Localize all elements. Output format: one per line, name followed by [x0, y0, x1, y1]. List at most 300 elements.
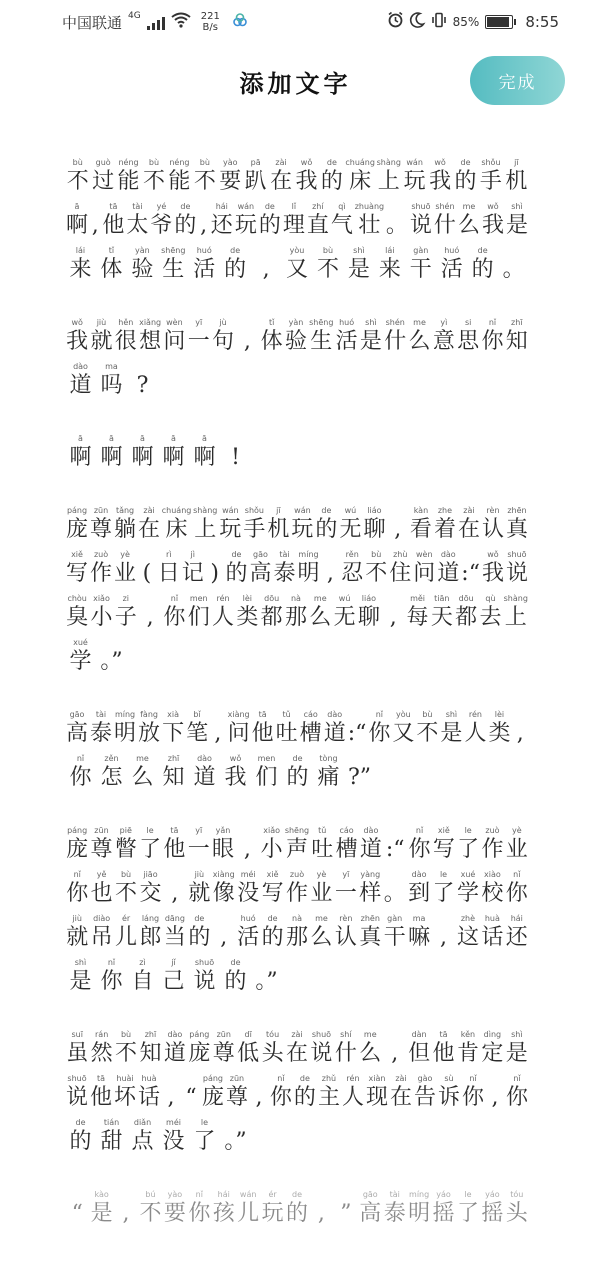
pinyin: xiào: [484, 870, 501, 879]
pinyin: tǐ: [108, 246, 115, 255]
pinyin: de: [326, 158, 337, 167]
hanzi: 孩: [212, 1201, 235, 1226]
pinyin: jǐ: [171, 958, 176, 967]
hanzi: 住: [389, 561, 412, 586]
text-line: [66, 958, 530, 996]
hanzi: 。: [383, 881, 406, 906]
ruby-character: [360, 826, 382, 864]
pinyin: dào: [327, 710, 343, 719]
hanzi: 你: [163, 605, 186, 630]
hanzi: 上: [377, 169, 400, 194]
pinyin: me: [313, 594, 327, 603]
hanzi: 啊: [66, 213, 89, 238]
hanzi: 啊: [100, 445, 123, 470]
ruby-character: [440, 710, 462, 748]
pinyin: de: [477, 246, 488, 255]
ruby-character: [221, 1118, 250, 1156]
pinyin: wú: [344, 506, 357, 515]
pinyin: wán: [237, 202, 255, 211]
ruby-character: [413, 550, 435, 588]
hanzi: 泰: [90, 721, 113, 746]
ruby-character: [91, 158, 114, 196]
pinyin: wǒ: [434, 158, 446, 167]
hanzi: 你: [269, 1085, 292, 1110]
ruby-character: [261, 826, 283, 864]
ruby-character: [226, 1074, 248, 1112]
pinyin: láng: [141, 914, 160, 923]
pinyin: diǎn: [133, 1118, 152, 1127]
pinyin: tā: [439, 1030, 448, 1039]
ruby-character: [138, 710, 160, 748]
text-line: [66, 362, 530, 400]
ruby-character: [66, 1118, 95, 1156]
ruby-character: [97, 434, 126, 472]
hanzi: 泰: [273, 561, 296, 586]
pinyin: méi: [240, 870, 256, 879]
ruby-character: [499, 246, 528, 284]
hanzi: 儿: [115, 925, 138, 950]
ruby-character: [90, 318, 112, 356]
pinyin: zūn: [216, 1030, 231, 1039]
pinyin: hái: [215, 202, 228, 211]
hanzi: ,: [171, 881, 179, 906]
ruby-character: [190, 958, 219, 996]
pinyin: nǐ: [488, 318, 497, 327]
ruby-character: [90, 1074, 112, 1112]
pinyin: wú: [338, 594, 351, 603]
hanzi: 玩: [261, 1201, 284, 1226]
ruby-character: [383, 914, 405, 952]
hanzi: 庞: [188, 1041, 211, 1066]
pinyin: pā: [250, 158, 261, 167]
pinyin: tiān: [434, 594, 450, 603]
hanzi: 是: [505, 1041, 528, 1066]
hanzi: 聊: [357, 605, 380, 630]
hanzi: 高: [66, 721, 89, 746]
hanzi: 的: [454, 169, 477, 194]
pinyin: shì: [511, 202, 523, 211]
ruby-character: [138, 1074, 160, 1112]
hanzi: 主: [317, 1085, 340, 1110]
ruby-character: [202, 1074, 224, 1112]
text-line: [66, 1118, 530, 1156]
hanzi: 么: [359, 1041, 382, 1066]
hanzi: 吐: [275, 721, 298, 746]
pinyin: jī: [514, 158, 519, 167]
pinyin: rěn: [345, 550, 359, 559]
ruby-character: [244, 158, 267, 196]
pinyin: yàn: [134, 246, 150, 255]
ruby-character: [188, 318, 210, 356]
hanzi: 啊: [162, 445, 185, 470]
ruby-character: [461, 550, 480, 588]
hanzi: 作: [286, 881, 309, 906]
ruby-character: [309, 594, 331, 632]
pinyin: yàng: [360, 870, 381, 879]
hanzi: 们: [255, 765, 278, 790]
hanzi: 道: [437, 561, 460, 586]
ruby-character: [457, 870, 479, 908]
hanzi: 天: [430, 605, 453, 630]
ruby-character: [213, 1030, 235, 1068]
pinyin: yáo: [436, 1190, 451, 1199]
ruby-character: [386, 202, 408, 240]
hanzi: 趴: [244, 169, 267, 194]
ruby-character: [261, 870, 283, 908]
pinyin: tòng: [319, 754, 338, 763]
speed-unit: B/s: [202, 22, 218, 33]
pinyin: tài: [132, 202, 143, 211]
ruby-character: [283, 202, 305, 240]
ruby-character: [286, 1190, 308, 1228]
hanzi: 忍: [341, 561, 364, 586]
pinyin: shì: [445, 710, 458, 719]
ruby-character: [188, 914, 210, 952]
hanzi: 不: [115, 1041, 138, 1066]
ruby-character: [307, 202, 329, 240]
pinyin: huài: [116, 1074, 134, 1083]
pinyin: ma: [412, 914, 426, 923]
hanzi: 啊: [131, 445, 154, 470]
pinyin: xiàn: [368, 1074, 386, 1083]
paragraph: [66, 710, 530, 792]
hanzi: ,: [214, 721, 222, 746]
ruby-character: [368, 710, 390, 748]
alarm-icon: [387, 11, 404, 32]
pinyin: zhēn: [360, 914, 380, 923]
hanzi: 问: [163, 329, 186, 354]
pinyin: de: [292, 1190, 302, 1199]
ruby-character: [66, 826, 88, 864]
pinyin: yòu: [396, 710, 411, 719]
ruby-character: [335, 914, 357, 952]
pinyin: yào: [222, 158, 238, 167]
hanzi: 人: [212, 605, 235, 630]
hanzi: 道: [193, 765, 216, 790]
pinyin: jiāo: [143, 870, 158, 879]
ruby-character: [486, 1074, 504, 1112]
ruby-character: [163, 594, 185, 632]
pinyin: wán: [239, 1190, 257, 1199]
ruby-character: [410, 202, 432, 240]
ruby-character: [162, 1074, 180, 1112]
hanzi: 还: [210, 213, 233, 238]
pinyin: de: [231, 550, 242, 559]
hanzi: 验: [284, 329, 307, 354]
pinyin: nǐ: [195, 1190, 203, 1199]
carrier-label: 中国联通: [62, 13, 123, 32]
text-line: [66, 506, 530, 544]
ruby-character: [310, 914, 332, 952]
pinyin: lái: [75, 246, 86, 255]
pinyin: huó: [339, 318, 355, 327]
ruby-character: [406, 594, 428, 632]
hanzi: 玩: [291, 517, 314, 542]
ruby-character: [363, 506, 385, 544]
ruby-character: [314, 246, 343, 284]
pinyin: zài: [395, 1074, 407, 1083]
hanzi: 明: [297, 561, 320, 586]
ruby-character: [90, 506, 112, 544]
ruby-character: [139, 318, 161, 356]
ruby-character: [193, 506, 217, 544]
pinyin: de: [292, 754, 303, 763]
ruby-character: [139, 1190, 161, 1228]
ruby-character: [506, 1074, 528, 1112]
hanzi: 嘛: [408, 925, 431, 950]
ruby-character: [237, 1030, 259, 1068]
ruby-character: [384, 318, 406, 356]
pinyin: le: [464, 826, 472, 835]
ruby-character: [359, 1190, 381, 1228]
ruby-character: [359, 870, 381, 908]
pinyin: dào: [73, 362, 88, 371]
hanzi: 无: [333, 605, 356, 630]
hanzi: ,: [394, 517, 402, 542]
ruby-character: [506, 914, 528, 952]
ruby-character: [138, 506, 160, 544]
hanzi: 写: [66, 561, 89, 586]
ruby-character: [249, 550, 271, 588]
pinyin: huó: [444, 246, 460, 255]
ruby-character: [437, 550, 459, 588]
pinyin: tā: [97, 1074, 106, 1083]
paragraph: [66, 158, 530, 284]
hanzi: ,: [146, 605, 154, 630]
hanzi: 床: [165, 517, 188, 542]
pinyin: piē: [119, 826, 132, 835]
hanzi: 是: [505, 213, 528, 238]
pinyin: yé: [156, 202, 167, 211]
pinyin: shēng: [309, 318, 334, 327]
pinyin: zūn: [229, 1074, 245, 1083]
pinyin: shì: [74, 958, 87, 967]
pinyin: xiě: [266, 870, 279, 879]
pinyin: zuò: [93, 550, 109, 559]
pinyin: de: [264, 202, 275, 211]
ruby-character: [344, 246, 373, 284]
hanzi: 都: [455, 605, 478, 630]
hanzi: 看: [409, 517, 432, 542]
network-type: 4G: [128, 11, 141, 21]
hanzi: 己: [162, 969, 185, 994]
hanzi: 就: [188, 881, 211, 906]
text-line: [66, 158, 530, 196]
ruby-character: [286, 914, 308, 952]
pinyin: rán: [95, 1030, 109, 1039]
wifi-icon: [171, 12, 191, 32]
pinyin: cáo: [339, 826, 354, 835]
hanzi: 不: [66, 169, 89, 194]
pinyin: zhè: [460, 914, 476, 923]
pinyin: gàn: [413, 246, 429, 255]
page-title: 添加文字: [239, 69, 352, 98]
pinyin: jiù: [96, 318, 107, 327]
ruby-character: [482, 202, 504, 240]
hanzi: ): [210, 561, 219, 586]
hanzi: 什: [384, 329, 407, 354]
hanzi: 类: [488, 721, 511, 746]
pinyin: ā: [74, 202, 80, 211]
text-line: [66, 826, 530, 864]
hanzi: 写: [432, 837, 455, 862]
hanzi: 的: [315, 517, 338, 542]
vibrate-icon: [431, 12, 447, 32]
ruby-character: [434, 506, 456, 544]
pinyin: me: [363, 1030, 377, 1039]
hanzi: 人: [341, 1085, 364, 1110]
ruby-character: [408, 914, 430, 952]
hanzi: 什: [334, 1041, 357, 1066]
pinyin: shí: [340, 1030, 352, 1039]
pinyin: zhī: [511, 318, 523, 327]
hanzi: 不: [416, 721, 439, 746]
ruby-character: [90, 550, 112, 588]
ruby-character: [168, 158, 191, 196]
pinyin: zěn: [104, 754, 119, 763]
hanzi: 瞥: [114, 837, 137, 862]
pinyin: jù: [219, 318, 227, 327]
hanzi: 我: [224, 765, 247, 790]
hanzi: 高: [249, 561, 272, 586]
pinyin: zuò: [289, 870, 305, 879]
pinyin: xiàng: [227, 710, 250, 719]
pinyin: dào: [363, 826, 379, 835]
ruby-character: [115, 914, 137, 952]
ruby-character: [115, 870, 137, 908]
hanzi: 上: [504, 605, 527, 630]
hanzi: 了: [139, 837, 162, 862]
hanzi: ,: [391, 1041, 399, 1066]
ruby-character: [481, 318, 503, 356]
ruby-character: [164, 1190, 186, 1228]
hanzi: 写: [261, 881, 284, 906]
ruby-character: [432, 1190, 454, 1228]
ruby-character: [428, 158, 451, 196]
ruby-character: [457, 318, 479, 356]
ruby-character: [458, 202, 480, 240]
hanzi: ,: [262, 257, 270, 282]
text-content-area[interactable]: [66, 158, 530, 1226]
hanzi: 爷: [150, 213, 173, 238]
pinyin: zhù: [393, 550, 408, 559]
signal-icon: [147, 14, 165, 30]
pinyin: tián: [103, 1118, 120, 1127]
hanzi: 在: [457, 517, 480, 542]
hanzi: 我: [66, 329, 89, 354]
ruby-character: [479, 594, 501, 632]
pinyin: me: [413, 318, 426, 327]
ruby-character: [458, 506, 480, 544]
pinyin: gāo: [69, 710, 85, 719]
hanzi: 们: [187, 605, 210, 630]
ruby-character: [310, 1190, 332, 1228]
pinyin: zhī: [167, 754, 180, 763]
ruby-character: [335, 826, 357, 864]
pinyin: páng: [189, 1030, 210, 1039]
pinyin: chuáng: [161, 506, 192, 515]
hanzi: 是: [359, 329, 382, 354]
pinyin: gāo: [362, 1190, 378, 1199]
hanzi: 机: [267, 517, 290, 542]
hanzi: 问: [227, 721, 250, 746]
hanzi: 没: [237, 881, 260, 906]
pinyin: rèn: [339, 914, 353, 923]
pinyin: dào: [167, 1030, 183, 1039]
hanzi: 上: [194, 517, 217, 542]
pinyin: zì: [139, 958, 146, 967]
pinyin: méi: [166, 1118, 181, 1127]
pinyin: jì: [190, 550, 195, 559]
paragraph: [66, 506, 530, 676]
hanzi: 庞: [201, 1085, 224, 1110]
ruby-character: [355, 202, 384, 240]
ruby-character: [219, 506, 241, 544]
ruby-character: [506, 550, 528, 588]
hanzi: 就: [90, 329, 113, 354]
ruby-character: [504, 594, 528, 632]
ruby-character: [221, 246, 250, 284]
ruby-character: [311, 826, 333, 864]
ruby-character: [128, 434, 157, 472]
hanzi: 儿: [237, 1201, 260, 1226]
ruby-character: [324, 710, 346, 748]
hanzi: 业: [505, 837, 528, 862]
hanzi: 的: [174, 213, 197, 238]
done-button[interactable]: 完成: [470, 56, 565, 105]
pinyin: men: [257, 754, 276, 763]
ruby-character: [66, 710, 88, 748]
hanzi: 说: [505, 561, 528, 586]
ruby-character: [481, 914, 503, 952]
ruby-character: [358, 594, 380, 632]
hanzi: 没: [162, 1129, 185, 1154]
pinyin: le: [146, 826, 154, 835]
pinyin: shén: [385, 318, 405, 327]
hanzi: 玩: [234, 213, 257, 238]
pinyin: dìng: [483, 1030, 502, 1039]
hanzi: 泰: [383, 1201, 406, 1226]
hanzi: 么: [457, 213, 480, 238]
ruby-character: [252, 754, 281, 792]
hanzi: ,: [243, 329, 251, 354]
ruby-character: [190, 754, 219, 792]
hanzi: 一: [334, 881, 357, 906]
ruby-character: [236, 594, 258, 632]
hanzi: 他: [90, 1085, 113, 1110]
ruby-character: [243, 506, 265, 544]
pinyin: nǐ: [277, 1074, 285, 1083]
hanzi: 学: [69, 649, 92, 674]
ruby-character: [90, 710, 112, 748]
hanzi: 不: [142, 169, 165, 194]
hanzi: 么: [131, 765, 154, 790]
pinyin: bù: [148, 158, 160, 167]
hanzi: 怎: [100, 765, 123, 790]
ruby-character: [392, 710, 414, 748]
pinyin: nǐ: [513, 870, 521, 879]
hanzi: 想: [139, 329, 162, 354]
hanzi: 你: [408, 837, 431, 862]
hanzi: ,: [491, 1085, 499, 1110]
ruby-character: [213, 914, 235, 952]
pinyin: xué: [73, 638, 88, 647]
pinyin: shēng: [284, 826, 310, 835]
pinyin: zhe: [437, 506, 453, 515]
hanzi: 校: [481, 881, 504, 906]
hanzi: 什: [433, 213, 456, 238]
hanzi: 你: [481, 329, 504, 354]
